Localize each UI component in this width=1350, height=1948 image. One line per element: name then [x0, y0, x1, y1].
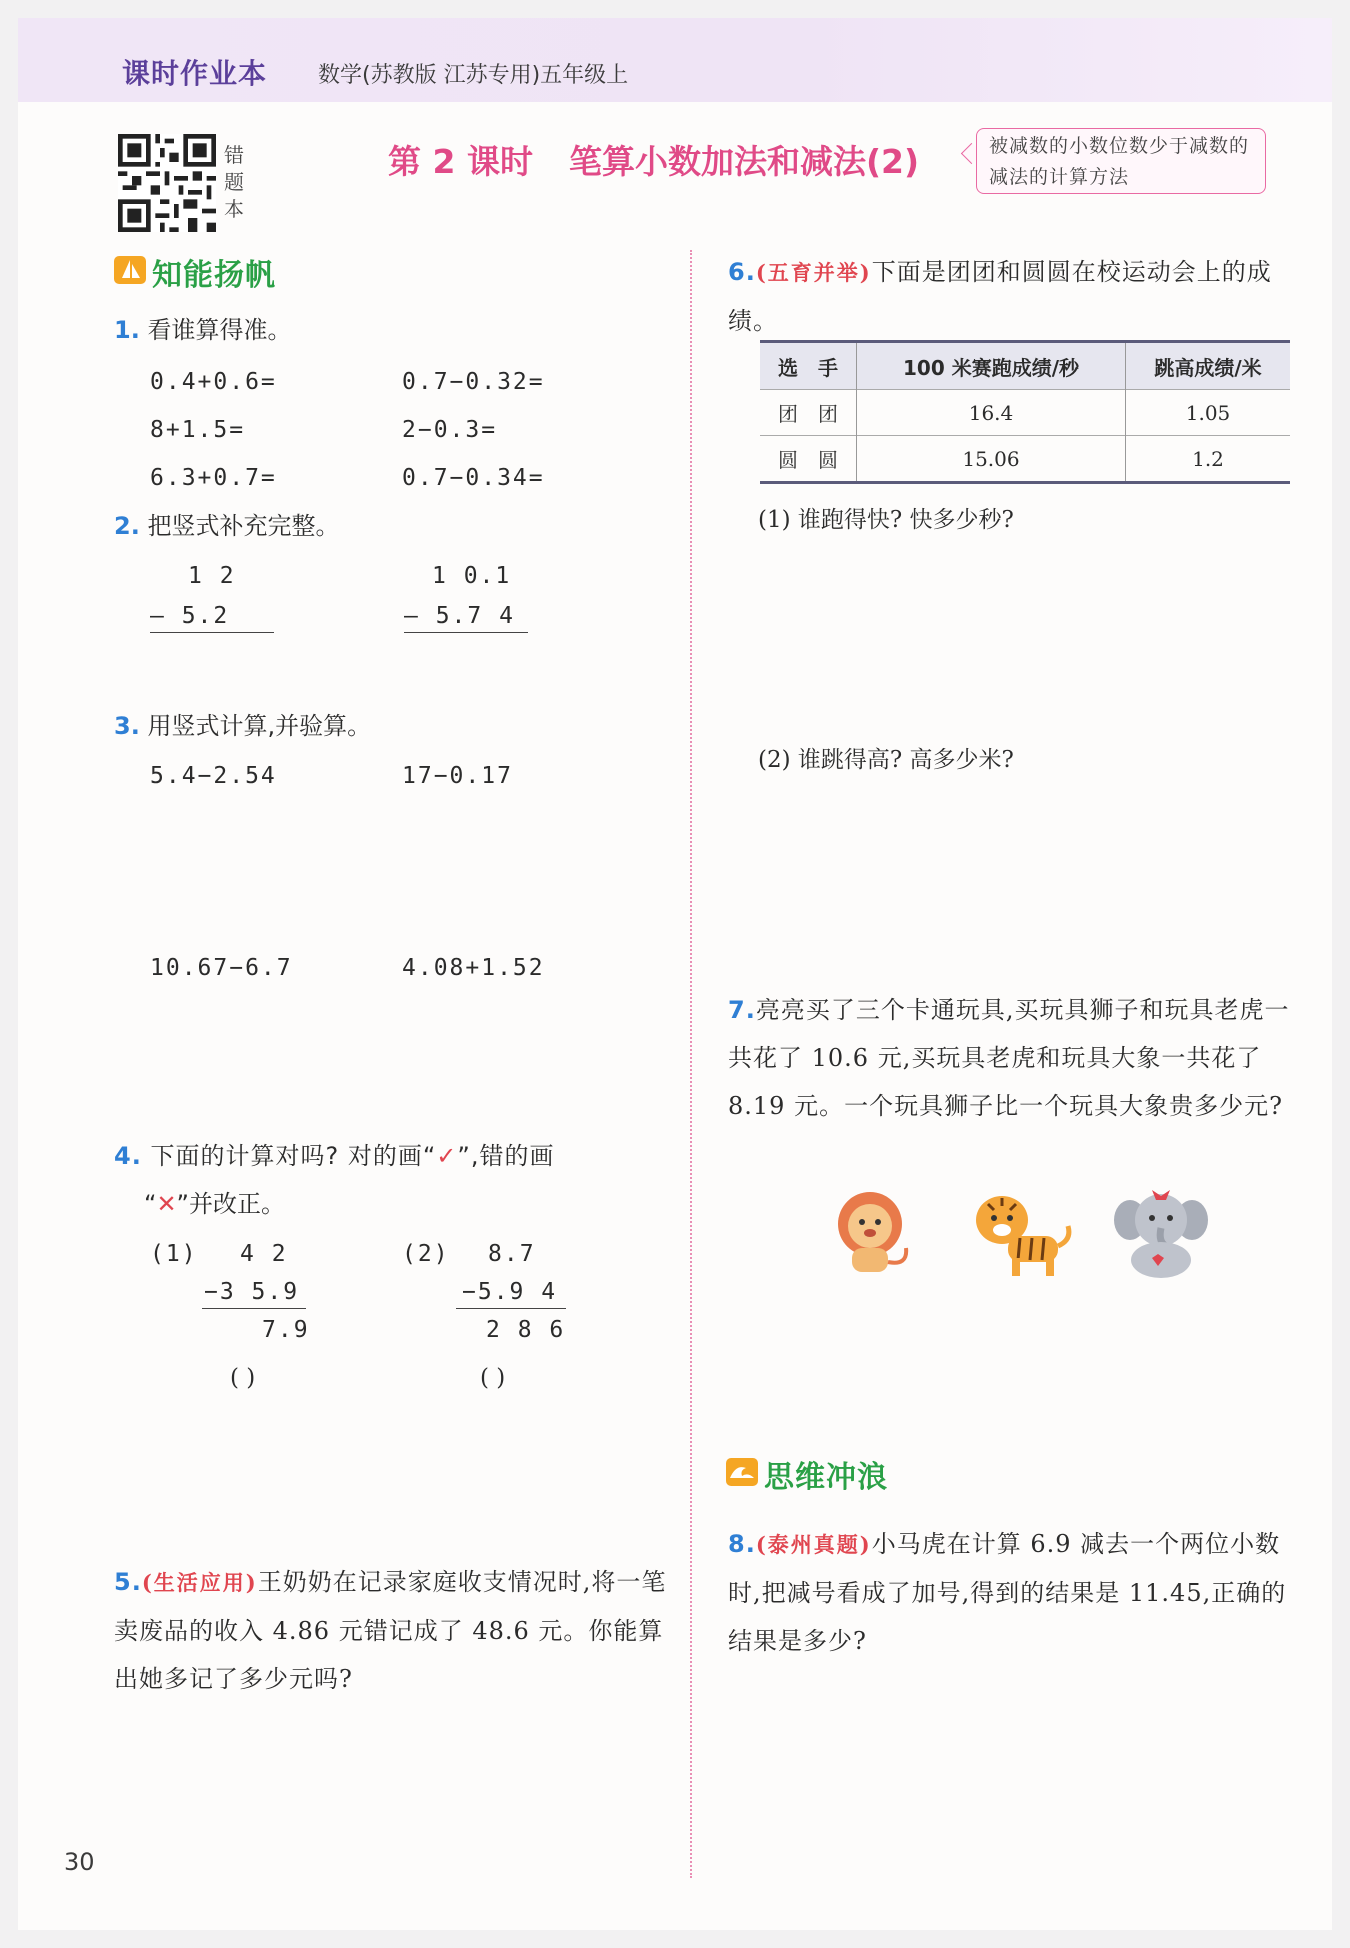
book-subtitle: 数学(苏教版 江苏专用)五年级上	[318, 63, 629, 88]
q4-part2-mid: −5.9 4	[462, 1279, 558, 1305]
question-7: 7.亮亮买了三个卡通玩具,买玩具狮子和玩具老虎一共花了 10.6 元,买玩具老虎和玩具大象一共花了 8.19 元。一个玩具狮子比一个玩具大象贵多少元?	[728, 996, 1290, 1120]
column-divider	[690, 250, 692, 1878]
q3-item: 5.4−2.54	[150, 763, 277, 789]
q3-item: 17−0.17	[402, 763, 513, 789]
qr-code-icon[interactable]	[118, 134, 216, 232]
q6-sub2: (2) 谁跳得高? 高多少米?	[758, 747, 1014, 773]
lion-icon	[826, 1186, 916, 1278]
lesson-note: 被减数的小数位数少于减数的减法的计算方法	[976, 128, 1266, 194]
q2a-line	[150, 632, 274, 633]
qr-label: 错 题 本	[224, 143, 244, 221]
table-cell: 1.2	[1126, 436, 1291, 483]
col-header: 选 手	[760, 342, 857, 390]
section-title-siwei: 思维冲浪	[764, 1460, 888, 1495]
q1-item: 6.3+0.7=	[150, 465, 277, 491]
table-row	[760, 436, 1290, 483]
question-3: 3. 用竖式计算,并验算。	[114, 712, 372, 740]
cross-mark-icon: ✕	[156, 1190, 177, 1218]
q2a-top: 1 2	[188, 563, 236, 589]
question-8: 8.(泰州真题)小马虎在计算 6.9 减去一个两位小数时,把减号看成了加号,得到的结果是 11.45,正确的结果是多少?	[728, 1530, 1287, 1655]
q2b-line	[404, 632, 528, 633]
q2b-top: 1 0.1	[432, 563, 512, 589]
q4-part1-label: (1)	[150, 1241, 198, 1267]
q4-part2-result: 2 8 6	[486, 1317, 566, 1343]
q2a-bottom: — 5.2	[150, 603, 230, 629]
table-cell: 圆 圆	[760, 436, 857, 483]
brand-title: 课时作业本	[122, 57, 268, 90]
header-band	[18, 18, 1332, 102]
q1-item: 2−0.3=	[402, 417, 498, 443]
q4-part2-answer[interactable]: ( )	[480, 1365, 506, 1391]
question-2: 2. 把竖式补充完整。	[114, 512, 340, 540]
q4-part2-label: (2)	[402, 1241, 450, 1267]
q2b-bottom: — 5.7 4	[404, 603, 515, 629]
lesson-name: 笔算小数加法和减法(2)	[568, 142, 920, 181]
question-5: 5.(生活应用)王奶奶在记录家庭收支情况时,将一笔卖废品的收入 4.86 元错记成了 48.6 元。你能算出她多记了多少元吗?	[114, 1568, 667, 1693]
question-4-cont: “✕”并改正。	[144, 1190, 285, 1218]
table-cell: 16.4	[857, 390, 1126, 436]
table-cell: 1.05	[1126, 390, 1291, 436]
col-header: 跳高成绩/米	[1126, 342, 1291, 390]
col-header: 100 米赛跑成绩/秒	[857, 342, 1126, 390]
sail-icon	[114, 256, 146, 284]
q1-item: 0.7−0.32=	[402, 369, 545, 395]
q3-item: 4.08+1.52	[402, 955, 545, 981]
q6-sub1: (1) 谁跑得快? 快多少秒?	[758, 507, 1014, 533]
section-title-zhineng: 知能扬帆	[152, 258, 276, 293]
q4-part1-top: 4 2	[240, 1241, 288, 1267]
q4-part1-mid: −3 5.9	[204, 1279, 300, 1305]
question-6: 6.(五育并举)下面是团团和圆圆在校运动会上的成绩。	[728, 258, 1272, 335]
wave-icon	[726, 1458, 758, 1486]
lesson-number: 第 2 课时	[388, 142, 533, 181]
q1-item: 0.4+0.6=	[150, 369, 277, 395]
q4-part2-line	[456, 1308, 566, 1309]
elephant-icon	[1114, 1184, 1208, 1280]
question-4: 4. 下面的计算对吗? 对的画“✓”,错的画	[114, 1142, 555, 1170]
q4-part1-line	[202, 1308, 306, 1309]
table-cell: 15.06	[857, 436, 1126, 483]
q4-part1-answer[interactable]: ( )	[230, 1365, 256, 1391]
scores-table	[760, 340, 1290, 484]
table-row	[760, 390, 1290, 436]
question-1: 1. 看谁算得准。	[114, 316, 292, 344]
q4-part2-top: 8.7	[488, 1241, 536, 1267]
table-cell: 团 团	[760, 390, 857, 436]
check-mark-icon: ✓	[436, 1142, 458, 1170]
table-header-row	[760, 342, 1290, 390]
page-number: 30	[64, 1848, 95, 1876]
q1-item: 0.7−0.34=	[402, 465, 545, 491]
q1-item: 8+1.5=	[150, 417, 246, 443]
workbook-page	[18, 18, 1332, 1930]
tiger-icon	[968, 1190, 1074, 1280]
lesson-title	[388, 136, 919, 183]
q4-part1-result: 7.9	[262, 1317, 310, 1343]
q3-item: 10.67−6.7	[150, 955, 293, 981]
